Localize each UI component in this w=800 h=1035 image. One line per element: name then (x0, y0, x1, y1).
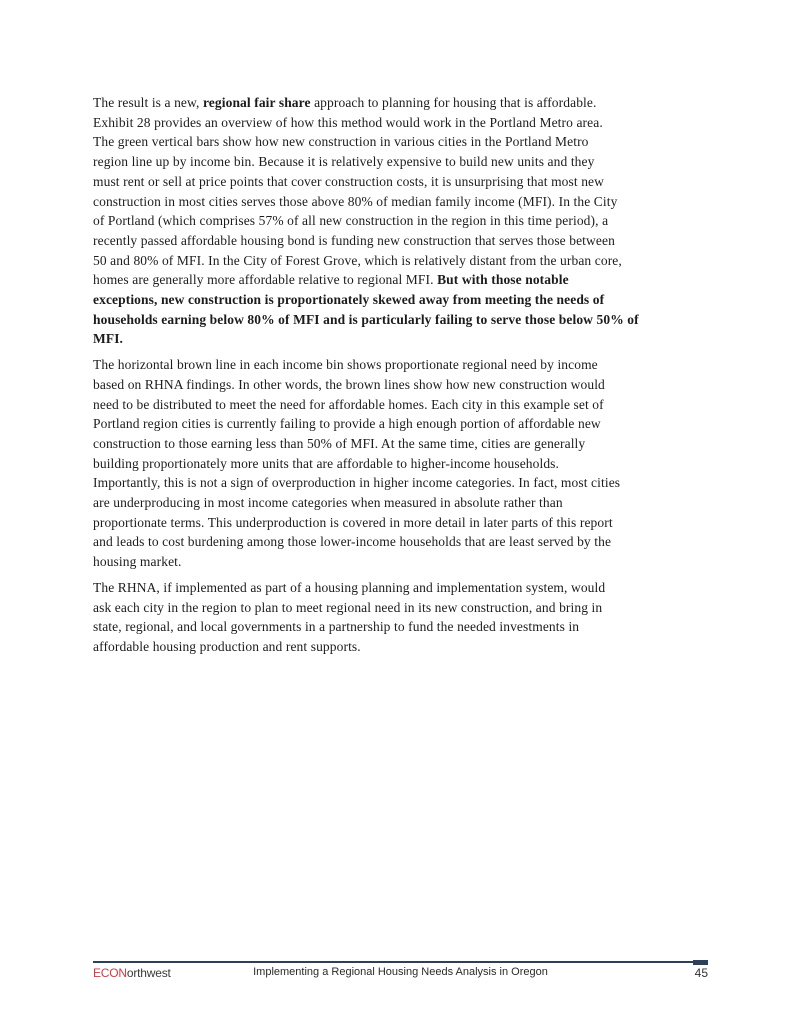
text-line: must rent or sell at price points that cover construction costs, it is unsurprising that most new (93, 173, 604, 189)
text-line: and leads to cost burdening among those lower-income households that are least served by the (93, 534, 612, 550)
document-body (93, 93, 753, 663)
footer-row (93, 966, 708, 980)
footer-rule-end-cap (693, 960, 708, 965)
footer-title: Implementing a Regional Housing Needs Analysis in Oregon (253, 966, 548, 978)
text-line: Portland region cities is currently failing to provide a high enough portion of affordable new (93, 416, 601, 432)
text-line: building proportionately more units that are affordable to higher-income households. (93, 455, 560, 471)
text-line: The horizontal brown line in each income bin shows proportionate regional need by income (93, 357, 598, 373)
text-line: of Portland (which comprises 57% of all new construction in the region in this time period), a (93, 213, 609, 229)
text-line: The result is a new, regional fair share approach to planning for housing that is affordable. (93, 95, 597, 110)
brand-suffix: orthwest (126, 966, 171, 980)
text-line: The green vertical bars show how new construction in various cities in the Portland Metro (93, 134, 589, 150)
text-line: region line up by income bin. Because it is relatively expensive to build new units and they (93, 154, 595, 170)
text-line: households earning below 80% of MFI and is particularly failing to serve those below 50% of (93, 311, 639, 327)
brand-prefix: ECON (93, 966, 127, 980)
text-line: ask each city in the region to plan to meet regional need in its new construction, and bring in (93, 599, 603, 615)
text-line: homes are generally more affordable relative to regional MFI. But with those notable (93, 272, 569, 288)
page-number: 45 (694, 966, 708, 980)
text-line: construction to those earning less than 50% of MFI. At the same time, cities are generally (93, 435, 586, 451)
text-line: Importantly, this is not a sign of overproduction in higher income categories. In fact, most cities (93, 475, 621, 491)
text-line: affordable housing production and rent supports. (93, 638, 361, 654)
text-line: exceptions, new construction is proportionately skewed away from meeting the needs of (93, 292, 605, 308)
text-line: 50 and 80% of MFI. In the City of Forest Grove, which is relatively distant from the urban core, (93, 252, 622, 268)
body-paragraph (93, 578, 753, 657)
text-line: state, regional, and local governments in a partnership to fund the needed investments in (93, 619, 580, 635)
text-line: proportionate terms. This underproduction is covered in more detail in later parts of this report (93, 514, 613, 530)
text-line: Exhibit 28 provides an overview of how this method would work in the Portland Metro area. (93, 114, 603, 130)
text-line: MFI. (93, 331, 124, 347)
footer-rule (93, 961, 708, 963)
text-line: based on RHNA findings. In other words, the brown lines show how new construction would (93, 376, 605, 392)
text-line: need to be distributed to meet the need for affordable homes. Each city in this example set of (93, 396, 604, 412)
text-line: housing market. (93, 554, 182, 570)
text-line: are underproducing in most income categories when measured in absolute rather than (93, 495, 563, 511)
text-line: The RHNA, if implemented as part of a housing planning and implementation system, would (93, 579, 606, 595)
body-paragraph (93, 93, 753, 349)
text-line: recently passed affordable housing bond is funding new construction that serves those between (93, 232, 615, 248)
body-paragraph (93, 355, 753, 572)
text-line: construction in most cities serves those above 80% of median family income (MFI). In the City (93, 193, 618, 209)
